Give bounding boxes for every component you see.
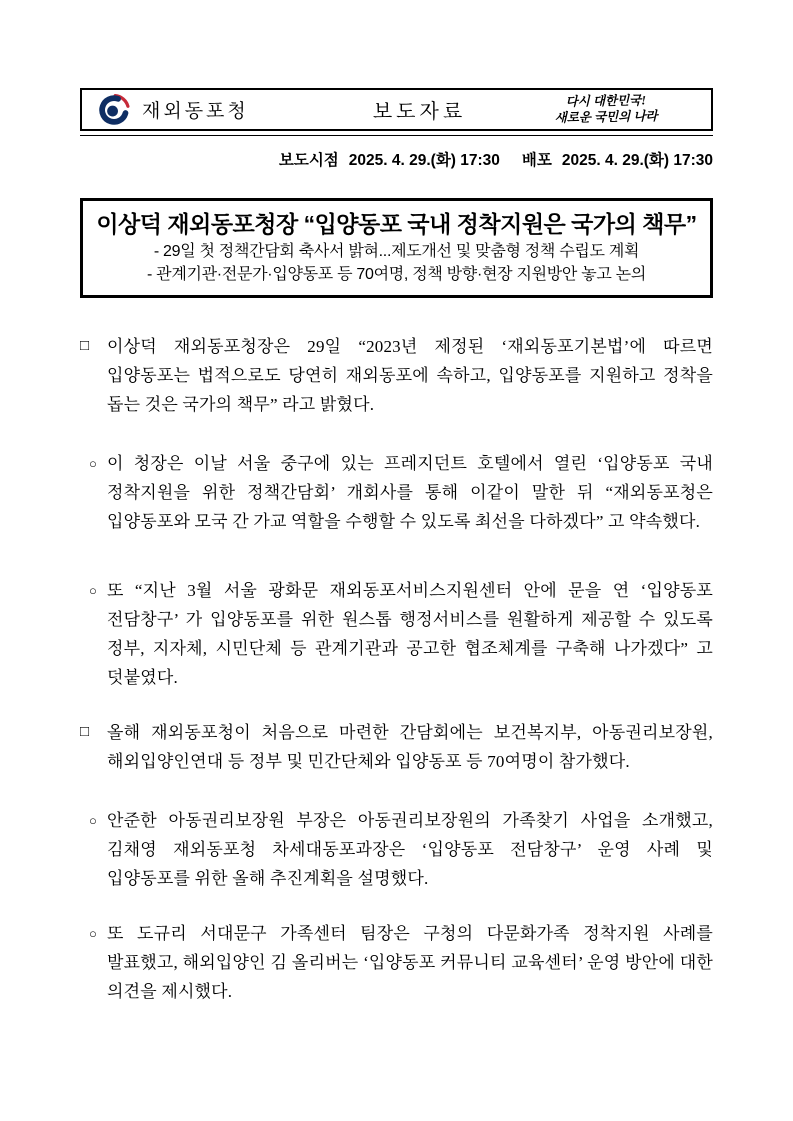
press-release-body xyxy=(80,332,713,1006)
distribute-datetime: 2025. 4. 29.(화) 17:30 xyxy=(561,152,713,169)
headline-subtitle-1: - 29일 첫 정책간담회 축사서 밝혀...제도개선 및 맞춤형 정책 수립도 계획 xyxy=(153,243,640,260)
slogan-line-1: 다시 대한민국! xyxy=(565,93,647,109)
document-type-label: 보도자료 xyxy=(372,101,467,123)
release-info-line xyxy=(80,148,713,170)
circle-bullet-icon: ○ xyxy=(89,813,97,828)
distribute-label: 배포 xyxy=(521,152,552,169)
circle-bullet-icon: ○ xyxy=(89,926,97,941)
headline-subtitle-2: - 관계기관·전문가·입양동포 등 70여명, 정책 방향·현장 지원방안 놓고 논의 xyxy=(147,266,646,283)
circle-bullet-icon: ○ xyxy=(89,456,97,471)
paragraph-text: 안준한 아동권리보장원 부장은 아동권리보장원의 가족찾기 사업을 소개했고, 김채영 재외동포청 차세대동포과장은 ‘입양동포 전담창구’ 운영 사례 및 입양동포를 위한 올해 추진계획을 설명했다. xyxy=(107,811,713,888)
paragraph-text: 올해 재외동포청이 처음으로 마련한 간담회에는 보건복지부, 아동권리보장원, 해외입양인연대 등 정부 및 민간단체와 입양동포 등 70여명이 참가했다. xyxy=(107,723,713,771)
paragraph-5 xyxy=(80,806,713,893)
paragraph-text: 이상덕 재외동포청장은 29일 “2023년 제정된 ‘재외동포기본법’에 따르면 입양동포는 법적으로도 당연히 재외동포에 속하고, 입양동포를 지원하고 정착을 돕는 것은 국가의 책무” 라고 밝혔다. xyxy=(107,337,713,414)
embargo-datetime: 2025. 4. 29.(화) 17:30 xyxy=(348,152,500,169)
square-bullet-icon: □ xyxy=(80,338,90,354)
paragraph-2 xyxy=(80,449,713,536)
header-banner xyxy=(80,88,713,131)
headline-title: 이상덕 재외동포청장 “입양동포 국내 정착지원은 국가의 책무” xyxy=(96,211,697,237)
square-bullet-icon: □ xyxy=(80,724,90,740)
slogan-line-2: 새로운 국민의 나라 xyxy=(554,108,658,125)
agency-brand xyxy=(96,92,328,128)
header-divider xyxy=(80,135,713,136)
paragraph-1 xyxy=(80,332,713,419)
government-slogan xyxy=(511,92,702,127)
agency-name: 재외동포청 xyxy=(142,101,249,122)
paragraph-4 xyxy=(80,718,713,776)
government-emblem-icon xyxy=(96,92,132,128)
circle-bullet-icon: ○ xyxy=(89,583,97,598)
paragraph-text: 또 “지난 3월 서울 광화문 재외동포서비스지원센터 안에 문을 연 ‘입양동포 전담창구’ 가 입양동포를 위한 원스톱 행정서비스를 원활하게 제공할 수 있도록 정부, 지자체, 시민단체 등 관계기관과 공고한 협조체계를 구축해 나가겠다” 고 덧붙였다. xyxy=(107,581,713,687)
embargo-label: 보도시점 xyxy=(278,152,339,169)
paragraph-6 xyxy=(80,919,713,1006)
paragraph-text: 이 청장은 이날 서울 중구에 있는 프레지던트 호텔에서 열린 ‘입양동포 국내 정착지원을 위한 정책간담회’ 개회사를 통해 이같이 말한 뒤 “재외동포청은 입양동포와 모국 간 가교 역할을 수행할 수 있도록 최선을 다하겠다” 고 약속했다. xyxy=(107,454,713,531)
headline-box xyxy=(80,198,713,298)
paragraph-3 xyxy=(80,576,713,692)
paragraph-text: 또 도규리 서대문구 가족센터 팀장은 구청의 다문화가족 정착지원 사례를 발표했고, 해외입양인 김 올리버는 ‘입양동포 커뮤니티 교육센터’ 운영 방안에 대한 의견을 제시했다. xyxy=(107,924,713,1001)
